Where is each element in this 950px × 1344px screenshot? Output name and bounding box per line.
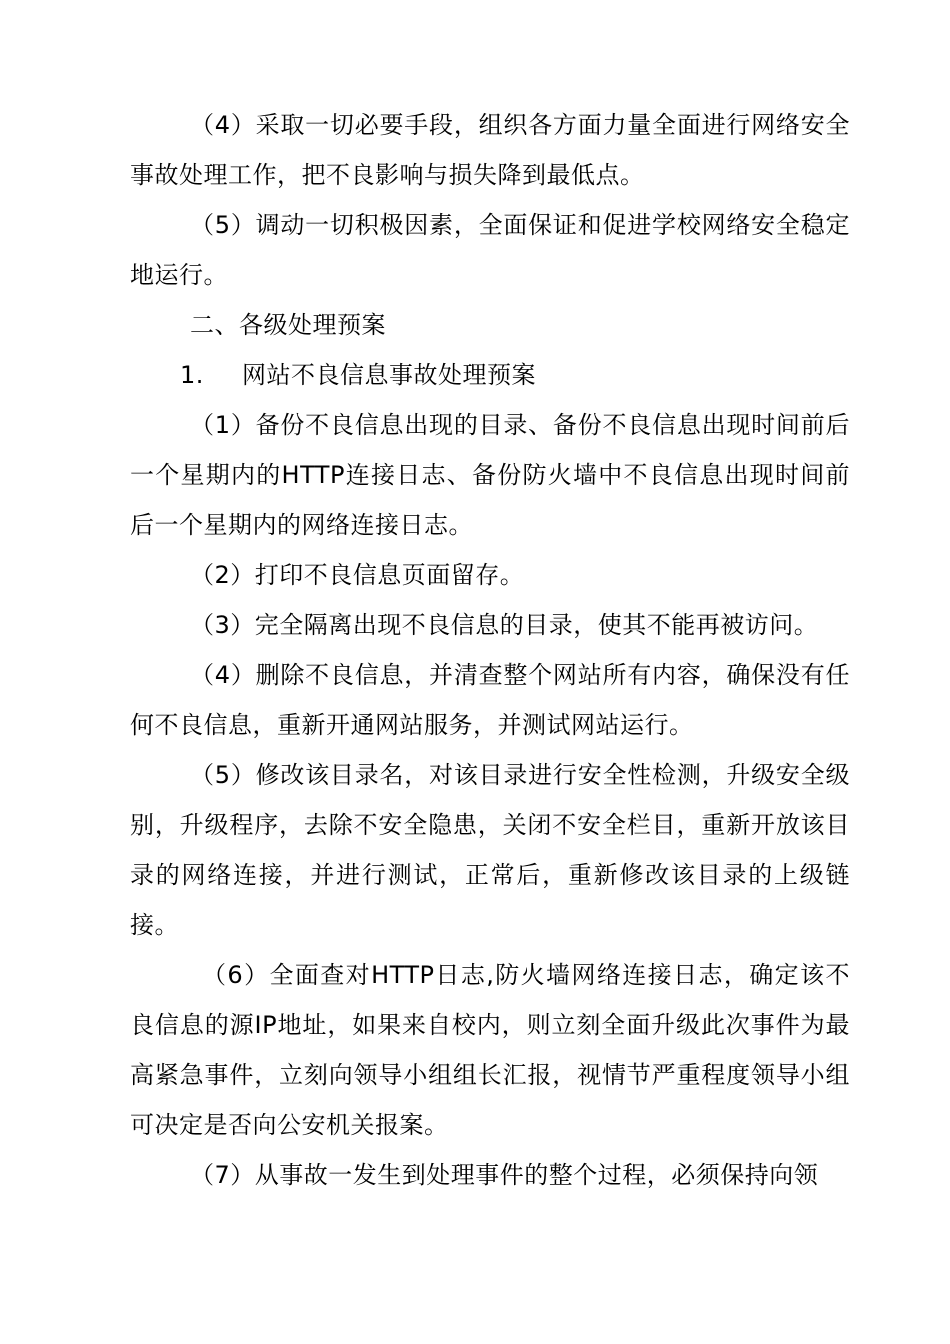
paragraph-step-3: （3）完全隔离出现不良信息的目录，使其不能再被访问。	[190, 611, 819, 639]
section-heading-plans: 二、各级处理预案	[190, 311, 386, 339]
subsection-title: 网站不良信息事故处理预案	[242, 361, 536, 389]
subsection-number: 1.	[180, 361, 204, 389]
paragraph-4-measures: （4）采取一切必要手段，组织各方面力量全面进行网络安全事故处理工作，把不良影响与损失降到最低点。	[130, 111, 850, 189]
paragraph-step-2: （2）打印不良信息页面留存。	[190, 561, 525, 589]
paragraph-5-mobilize: （5）调动一切积极因素，全面保证和促进学校网络安全稳定地运行。	[130, 211, 850, 289]
paragraph-step-4: （4）删除不良信息，并清查整个网站所有内容，确保没有任何不良信息，重新开通网站服务，并测试网站运行。	[130, 661, 850, 739]
paragraph-step-5: （5）修改该目录名，对该目录进行安全性检测，升级安全级别，升级程序，去除不安全隐患，关闭不安全栏目，重新开放该目录的网络连接，并进行测试，正常后，重新修改该目录的上级链接。	[130, 761, 850, 939]
paragraph-step-1: （1）备份不良信息出现的目录、备份不良信息出现时间前后一个星期内的HTTP连接日志、备份防火墙中不良信息出现时间前后一个星期内的网络连接日志。	[130, 411, 850, 539]
subsection-heading-website	[130, 350, 850, 400]
paragraph-step-7: （7）从事故一发生到处理事件的整个过程，必须保持向领	[190, 1161, 819, 1189]
document-body	[130, 100, 850, 1200]
paragraph-step-6: （6）全面查对HTTP日志,防火墙网络连接日志，确定该不良信息的源IP地址，如果来自校内，则立刻全面升级此次事件为最高紧急事件，立刻向领导小组组长汇报，视情节严重程度领导小组可决定是否向公安机关报案。	[130, 961, 850, 1139]
